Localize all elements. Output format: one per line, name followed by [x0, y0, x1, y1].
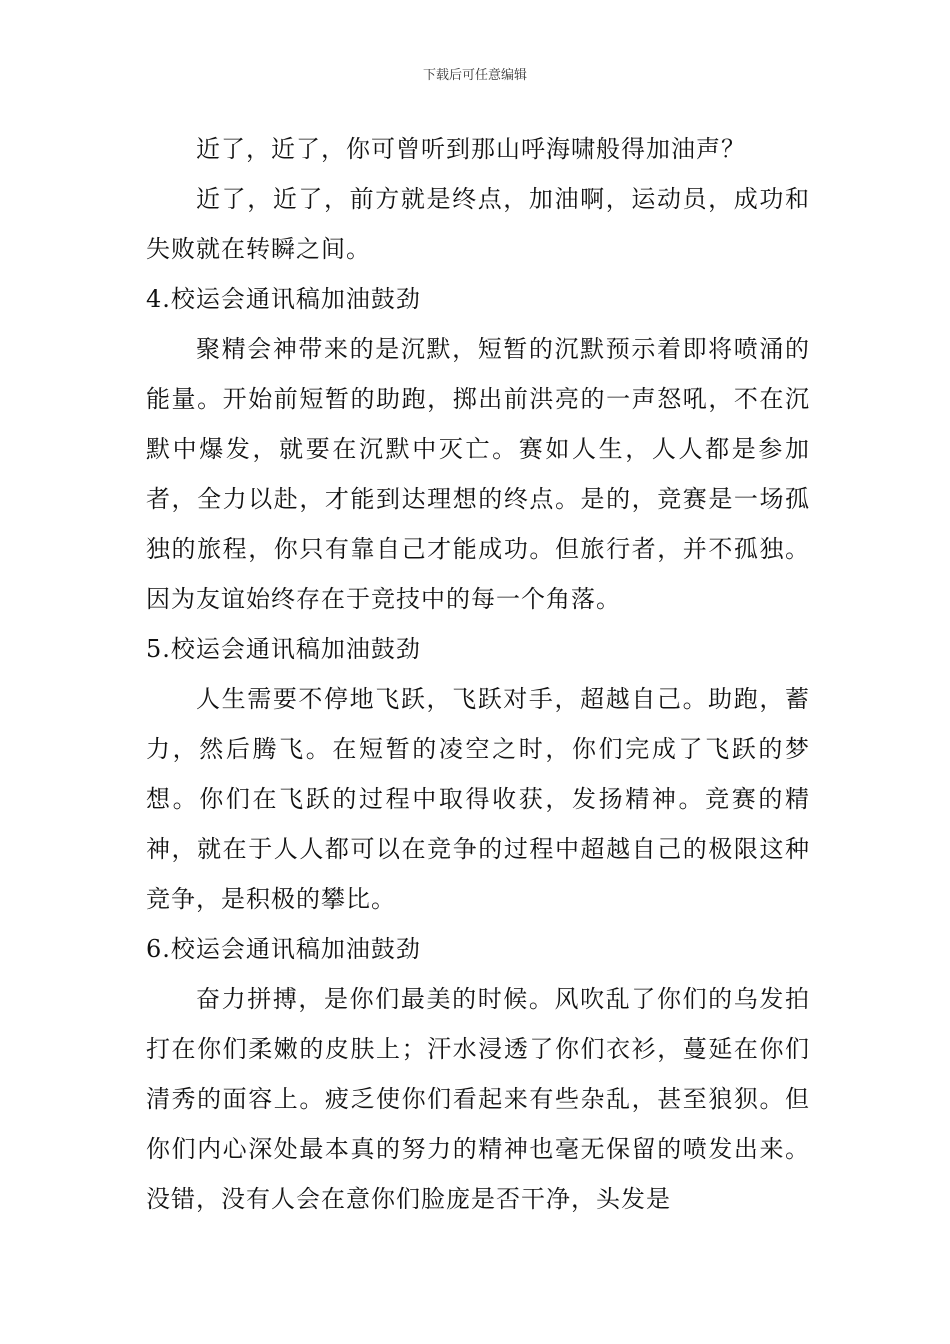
- section-heading: 6.校运会通讯稿加油鼓劲: [146, 935, 421, 963]
- paragraph: 聚精会神带来的是沉默，短暂的沉默预示着即将喷涌的能量。开始前短暂的助跑，掷出前洪亮的一声怒吼，不在沉默中爆发，就要在沉默中灭亡。赛如人生，人人都是参加者，全力以赴，才能到达理想的终点。是的，竞赛是一场孤独的旅程，你只有靠自己才能成功。但旅行者，并不孤独。因为友谊始终存在于竞技中的每一个角落。: [146, 335, 810, 613]
- section-heading: 5.校运会通讯稿加油鼓劲: [146, 635, 421, 663]
- paragraph: 人生需要不停地飞跃，飞跃对手，超越自己。助跑，蓄力，然后腾飞。在短暂的凌空之时，你们完成了飞跃的梦想。你们在飞跃的过程中取得收获，发扬精神。竞赛的精神，就在于人人都可以在竞争的过程中超越自己的极限这种竞争，是积极的攀比。: [146, 685, 810, 913]
- paragraph: 奋力拼搏，是你们最美的时候。风吹乱了你们的乌发拍打在你们柔嫩的皮肤上；汗水浸透了你们衣衫，蔓延在你们清秀的面容上。疲乏使你们看起来有些杂乱，甚至狼狈。但你们内心深处最本真的努力的精神也毫无保留的喷发出来。没错，没有人会在意你们脸庞是否干净，头发是: [146, 985, 810, 1213]
- section-heading: 4.校运会通讯稿加油鼓劲: [146, 285, 421, 313]
- document-body: [146, 124, 810, 1224]
- paragraph: 近了，近了，前方就是终点，加油啊，运动员，成功和失败就在转瞬之间。: [146, 185, 810, 263]
- paragraph: 近了，近了，你可曾听到那山呼海啸般得加油声？: [196, 135, 746, 163]
- page-header: 下载后可任意编辑: [422, 68, 527, 83]
